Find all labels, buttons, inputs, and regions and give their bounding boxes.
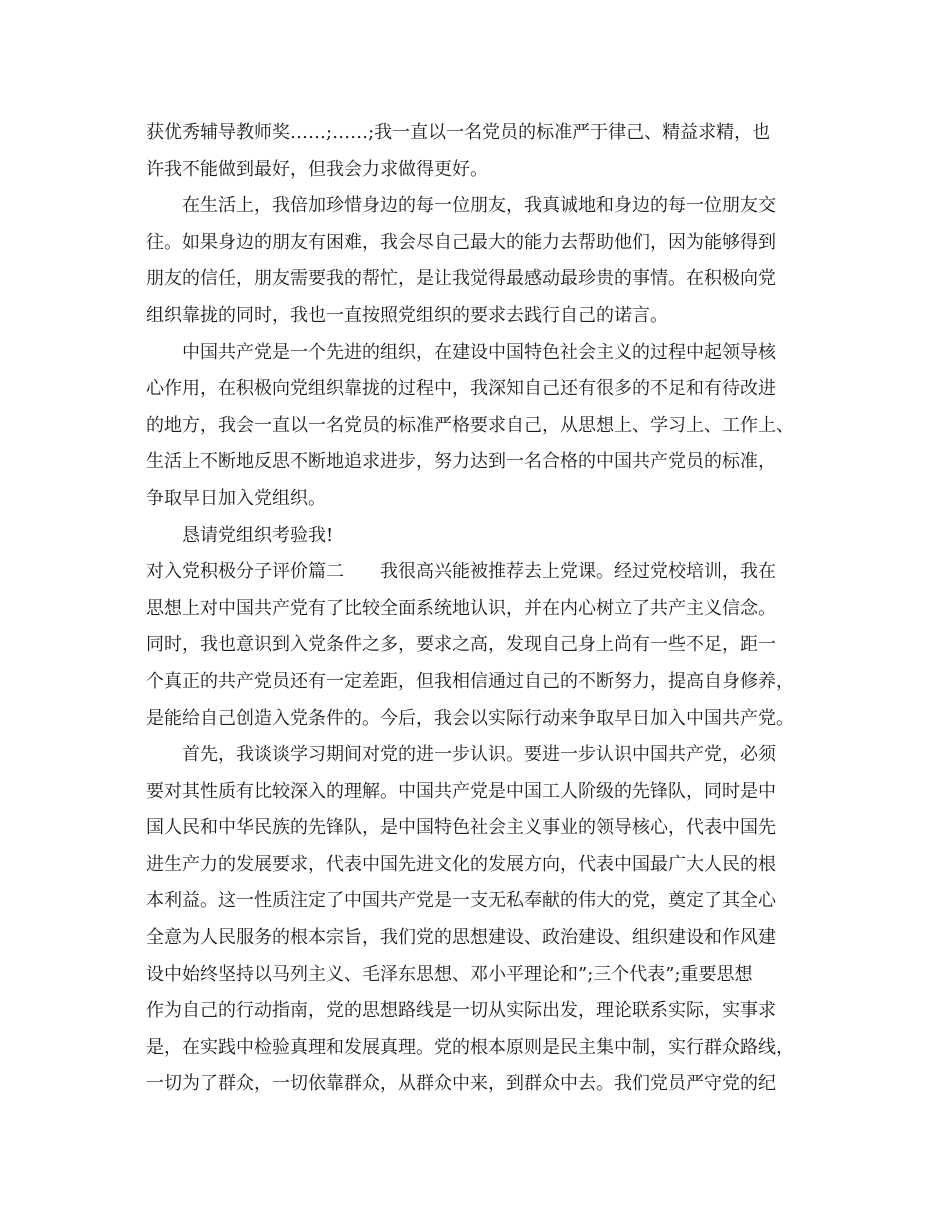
text-line: 思想上对中国共产党有了比较全面系统地认识，并在内心树立了共产主义信念。 [146, 597, 776, 619]
text-line: 组织靠拢的同时，我也一直按照党组织的要求去践行自己的诺言。 [146, 304, 668, 326]
text-line: 是能给自己创造入党条件的。今后，我会以实际行动来争取早日加入中国共产党。 [146, 707, 794, 729]
text-line: 往。如果身边的朋友有困难，我会尽自己最大的能力去帮助他们，因为能够得到 [146, 231, 776, 253]
text-line: 本利益。这一性质注定了中国共产党是一支无私奉献的伟大的党，奠定了其全心 [146, 890, 776, 912]
text-line: 设中始终坚持以马列主义、毛泽东思想、邓小平理论和”;三个代表”;重要思想 [146, 963, 753, 985]
text-line: 个真正的共产党员还有一定差距，但我相信通过自己的不断努力，提高自身修养， [146, 670, 794, 692]
text-line: 朋友的信任，朋友需要我的帮忙，是让我觉得最感动最珍贵的事情。在积极向党 [146, 268, 776, 290]
text-line: 在生活上，我倍加珍惜身边的每一位朋友，我真诚地和身边的每一位朋友交 [146, 195, 776, 217]
section-heading-line: 对入党积极分子评价篇二 我很高兴能被推荐去上党课。经过党校培训，我在 [146, 561, 776, 583]
text-line: 全意为人民服务的根本宗旨，我们党的思想建设、政治建设、组织建设和作风建 [146, 927, 776, 949]
text-line: 首先，我谈谈学习期间对党的进一步认识。要进一步认识中国共产党，必须 [146, 744, 776, 766]
text-line: 中国共产党是一个先进的组织，在建设中国特色社会主义的过程中起领导核 [146, 341, 776, 363]
text-line: 的地方，我会一直以一名党员的标准严格要求自己，从思想上、学习上、工作上、 [146, 414, 794, 436]
text-line: 心作用，在积极向党组织靠拢的过程中，我深知自己还有很多的不足和有待改进 [146, 378, 776, 400]
text-line: 一切为了群众，一切依靠群众，从群众中来，到群众中去。我们党员严守党的纪 [146, 1073, 776, 1095]
text-line: 作为自己的行动指南，党的思想路线是一切从实际出发，理论联系实际，实事求 [146, 1000, 776, 1022]
text-line: 进生产力的发展要求，代表中国先进文化的发展方向，代表中国最广大人民的根 [146, 853, 776, 875]
document-body [146, 115, 816, 1103]
text-line: 是，在实践中检验真理和发展真理。党的根本原则是民主集中制，实行群众路线， [146, 1036, 794, 1058]
text-line: 恳请党组织考验我! [146, 524, 334, 546]
text-line: 要对其性质有比较深入的理解。中国共产党是中国工人阶级的先锋队，同时是中 [146, 780, 776, 802]
text-line: 国人民和中华民族的先锋队，是中国特色社会主义事业的领导核心，代表中国先 [146, 817, 776, 839]
text-line: 生活上不断地反思不断地追求进步，努力达到一名合格的中国共产党员的标准， [146, 451, 776, 473]
text-line: 同时，我也意识到入党条件之多，要求之高，发现自己身上尚有一些不足，距一 [146, 634, 776, 656]
text-line: 许我不能做到最好，但我会力求做得更好。 [146, 158, 488, 180]
text-line: 获优秀辅导教师奖……;……;我一直以一名党员的标准严于律己、精益求精，也 [146, 122, 771, 143]
text-line: 争取早日加入党组织。 [146, 487, 326, 509]
